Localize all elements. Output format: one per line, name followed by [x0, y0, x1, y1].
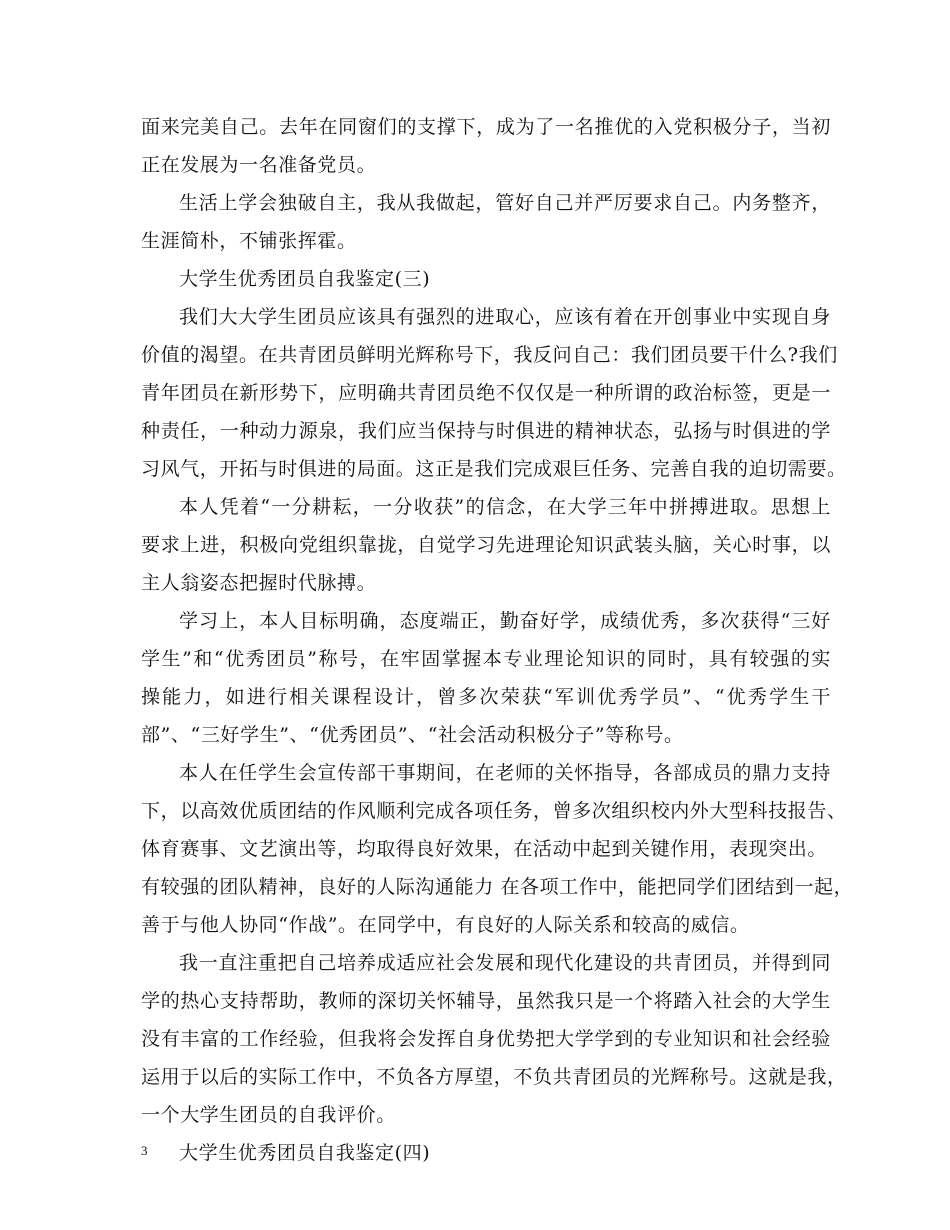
paragraph-first-line: 学习上，本人目标明确，态度端正，勤奋好学，成绩优秀，多次获得“三好	[179, 610, 831, 632]
body-text-line: 善于与他人协同“作战”。在同学中，有良好的人际关系和较高的威信。	[141, 914, 750, 936]
body-text-line: 习风气，开拓与时俱进的局面。这正是我们完成艰巨任务、完善自我的迫切需要。	[141, 458, 847, 480]
body-text-line: 学生”和“优秀团员”称号，在牢固掌握本专业理论知识的同时，具有较强的实	[141, 648, 831, 670]
paragraph-first-line: 生活上学会独破自主，我从我做起，管好自己并严厉要求自己。内务整齐，	[179, 192, 831, 214]
body-text-line: 体育赛事、文艺演出等，均取得良好效果，在活动中起到关键作用，表现突出。	[141, 838, 828, 860]
body-text-line: 价值的渴望。在共青团员鲜明光辉称号下，我反问自己：我们团员要干什么?我们	[141, 344, 838, 366]
body-text-line: 面来完美自己。去年在同窗们的支撑下，成为了一名推优的入党积极分子，当初	[141, 116, 831, 138]
body-text-line: 学的热心支持帮助，教师的深切关怀辅导，虽然我只是一个将踏入社会的大学生	[141, 990, 831, 1012]
body-text-line: 要求上进，积极向党组织靠拢，自觉学习先进理论知识武装头脑，关心时事，以	[141, 534, 831, 556]
body-text-line: 运用于以后的实际工作中，不负各方厚望，不负共青团员的光辉称号。这就是我，	[141, 1066, 847, 1088]
section-heading: 大学生优秀团员自我鉴定(三)	[179, 268, 431, 290]
body-text-line: 主人翁姿态把握时代脉搏。	[141, 572, 377, 594]
body-text-line: 下，以高效优质团结的作风顺利完成各项任务，曾多次组织校内外大型科技报告、	[141, 800, 847, 822]
body-text-line: 生涯简朴，不铺张挥霍。	[141, 230, 357, 252]
body-text-line: 操能力，如进行相关课程设计，曾多次荣获“军训优秀学员”、“优秀学生干	[141, 686, 831, 708]
body-text-line: 种责任，一种动力源泉，我们应当保持与时俱进的精神状态，弘扬与时俱进的学	[141, 420, 831, 442]
paragraph-first-line: 本人凭着“一分耕耘，一分收获”的信念，在大学三年中拼搏进取。思想上	[179, 496, 831, 518]
body-text-line: 没有丰富的工作经验，但我将会发挥自身优势把大学学到的专业知识和社会经验	[141, 1028, 831, 1050]
paragraph-first-line: 本人在任学生会宣传部干事期间，在老师的关怀指导，各部成员的鼎力支持	[179, 762, 831, 784]
section-heading: 大学生优秀团员自我鉴定(四)	[179, 1142, 431, 1164]
body-text-line: 一个大学生团员的自我评价。	[141, 1104, 396, 1126]
paragraph-first-line: 我一直注重把自己培养成适应社会发展和现代化建设的共青团员，并得到同	[179, 952, 831, 974]
body-text-line: 部”、“三好学生”、“优秀团员”、“社会活动积极分子”等称号。	[141, 724, 684, 746]
paragraph-first-line: 我们大大学生团员应该具有强烈的进取心，应该有着在开创事业中实现自身	[179, 306, 831, 328]
body-text-line: 有较强的团队精神，良好的人际沟通能力 在各项工作中，能把同学们团结到一起，	[141, 876, 854, 898]
body-text-line: 正在发展为一名准备党员。	[141, 154, 377, 176]
page-number: 3	[141, 1143, 148, 1158]
body-text-line: 青年团员在新形势下，应明确共青团员绝不仅仅是一种所谓的政治标签，更是一	[141, 382, 831, 404]
